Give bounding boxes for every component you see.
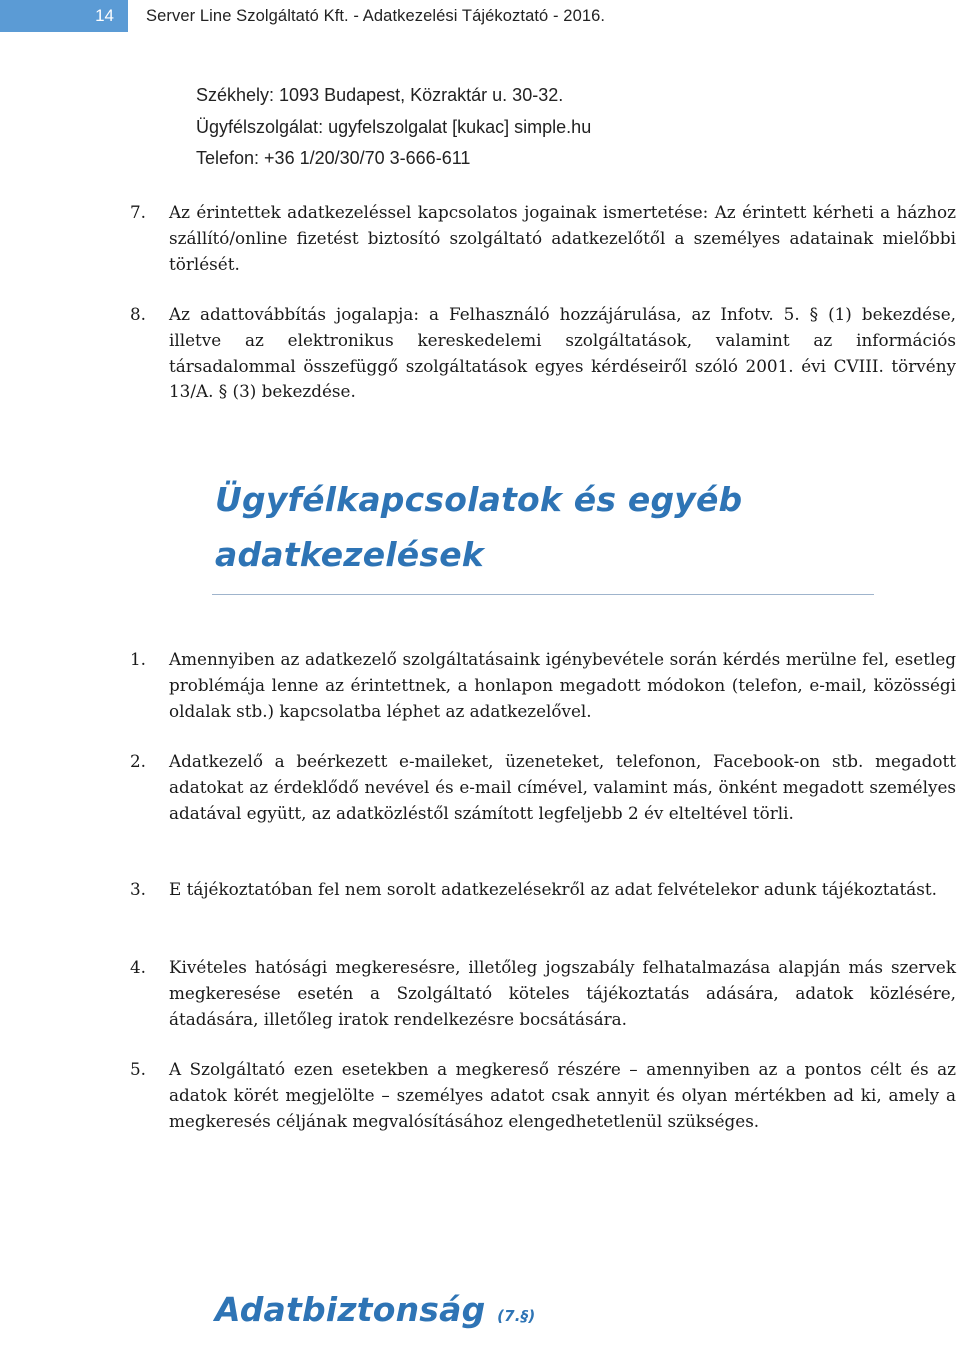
contact-block xyxy=(196,80,591,175)
list-item-number: 2. xyxy=(130,751,147,771)
list-item-number: 3. xyxy=(130,879,147,899)
list-item-text: Az adattovábbítás jogalapja: a Felhasználó hozzájárulása, az Infotv. 5. § (1) bekezdése, illetve az elektronikus kereskedelemi szolgáltatások, valamint az információs társadalommal összefüggő szolgáltatások egyes kérdéseiről szóló 2001. évi CVIII. törvény 13/A. § (3) bekezdése. xyxy=(169,304,956,402)
list-item-text: Amennyiben az adatkezelő szolgáltatásaink igénybevétele során kérdés merülne fel, esetleg problémája lenne az érintettnek, a honlapon megadott módokon (telefon, e-mail, közösségi oldalak stb.) kapcsolatba léphet az adatkezelővel. xyxy=(169,649,956,721)
section-heading-line: Ügyfélkapcsolatok és egyéb xyxy=(215,480,743,519)
list-item-text: Az érintettek adatkezeléssel kapcsolatos jogainak ismertetése: Az érintett kérheti a házhoz szállító/online fizetést biztosító szolgáltató adatkezelőtől a személyes adatainak mielőbbi törlését. xyxy=(169,202,956,274)
list-item-3 xyxy=(130,877,956,903)
section-heading-suffix: (7.§) xyxy=(497,1307,536,1325)
list-item-text: Adatkezelő a beérkezett e-maileket, üzeneteket, telefonon, Facebook-on stb. megadott adatokat az érdeklődő nevével és e-mail címével, valamint más, önként megadott személyes adatával együtt, az adatközléstől számított legfeljebb 2 év elteltével törli. xyxy=(169,751,956,823)
list-item-number: 1. xyxy=(130,649,147,669)
page-number-badge: 14 xyxy=(0,0,128,32)
list-item-1 xyxy=(130,647,956,724)
section-heading-text: Adatbiztonság xyxy=(215,1290,486,1329)
phone-line: Telefon: +36 1/20/30/70 3-666-611 xyxy=(196,148,471,168)
list-item-number: 5. xyxy=(130,1059,147,1079)
document-header-title: Server Line Szolgáltató Kft. - Adatkezelési Tájékoztató - 2016. xyxy=(146,6,606,25)
section-divider xyxy=(212,594,874,595)
address-line: Székhely: 1093 Budapest, Közraktár u. 30-32. xyxy=(196,85,564,105)
list-item-5 xyxy=(130,1057,956,1134)
list-item-7 xyxy=(130,200,956,277)
list-item-8 xyxy=(130,302,956,405)
support-line: Ügyfélszolgálat: ugyfelszolgalat [kukac] simple.hu xyxy=(196,116,592,137)
list-item-number: 4. xyxy=(130,957,147,977)
section-heading-data-security xyxy=(215,1282,535,1344)
section-heading-line: adatkezelések xyxy=(215,535,484,574)
section-heading-customer-relations xyxy=(215,472,742,582)
list-item-text: A Szolgáltató ezen esetekben a megkereső részére – amennyiben az a pontos célt és az adatok körét megjelölte – személyes adatot csak annyit és olyan mértékben ad ki, amely a megkeresés céljának megvalósításához elengedhetetlenül szükséges. xyxy=(169,1059,956,1131)
list-item-number: 8. xyxy=(130,304,147,324)
list-item-number: 7. xyxy=(130,202,147,222)
list-item-text: E tájékoztatóban fel nem sorolt adatkezelésekről az adat felvételekor adunk tájékoztatást. xyxy=(169,879,937,899)
list-item-2 xyxy=(130,749,956,826)
list-item-text: Kivételes hatósági megkeresésre, illetőleg jogszabály felhatalmazása alapján más szervek megkeresése esetén a Szolgáltató köteles tájékoztatás adására, adatok közlésére, átadására, illetőleg iratok rendelkezésre bocsátására. xyxy=(169,957,956,1029)
list-item-4 xyxy=(130,955,956,1032)
